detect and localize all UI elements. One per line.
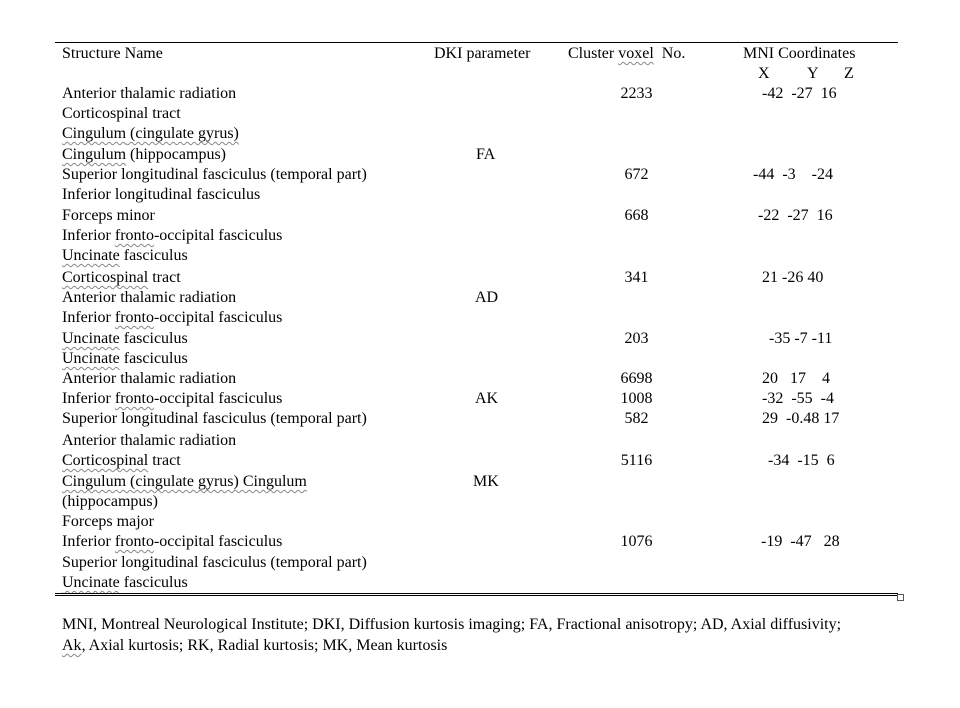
mni-value: 29 -0.48 17 bbox=[762, 410, 840, 427]
mni-value: -32 -55 -4 bbox=[762, 390, 834, 407]
cluster-value: 5116 bbox=[620, 452, 653, 469]
cluster-value: 2233 bbox=[620, 85, 653, 102]
structure-row-3 bbox=[62, 124, 239, 144]
header-cluster-voxel-no bbox=[568, 44, 685, 64]
structure-row-9-b: fasciculus bbox=[119, 247, 188, 264]
mni-value: -42 -27 16 bbox=[762, 85, 837, 102]
cluster-value: 1008 bbox=[620, 390, 653, 407]
table-footnote bbox=[62, 614, 862, 656]
structure-row-23-a: Inferior bbox=[62, 533, 115, 550]
structure-row-14 bbox=[62, 349, 188, 369]
structure-row-15: Anterior thalamic radiation bbox=[62, 370, 237, 387]
cluster-value: 668 bbox=[624, 207, 649, 224]
structure-row-22: Forceps major bbox=[62, 513, 154, 530]
mni-value: -19 -47 28 bbox=[761, 533, 840, 550]
structure-row-9 bbox=[62, 246, 188, 266]
structure-row-13 bbox=[62, 329, 188, 349]
structure-row-6: Inferior longitudinal fasciculus bbox=[62, 186, 261, 203]
mni-value: 20 17 4 bbox=[762, 370, 830, 387]
cluster-value: 1076 bbox=[620, 533, 653, 550]
header-z: Z bbox=[844, 65, 854, 82]
cluster-value: 341 bbox=[624, 269, 649, 286]
resize-handle[interactable] bbox=[897, 594, 904, 601]
structure-row-12 bbox=[62, 308, 282, 328]
dki-mk: MK bbox=[473, 473, 499, 490]
structure-row-17: Superior longitudinal fasciculus (temporal part) bbox=[62, 410, 367, 427]
structure-row-18: Anterior thalamic radiation bbox=[62, 432, 237, 449]
structure-row-10 bbox=[62, 268, 181, 288]
mni-value: 21 -26 40 bbox=[762, 269, 824, 286]
header-voxel-word: voxel bbox=[618, 45, 654, 62]
structure-row-19-b: tract bbox=[148, 452, 181, 469]
structure-row-10-a: Corticospinal bbox=[62, 269, 149, 286]
structure-row-16-a: Inferior bbox=[62, 390, 115, 407]
structure-row-8-c: -occipital fasciculus bbox=[153, 227, 283, 244]
header-x: X bbox=[758, 65, 770, 82]
structure-row-23-b: fronto bbox=[114, 533, 154, 550]
structure-row-3-a: Cingulum bbox=[62, 125, 127, 142]
table-bottom-rule bbox=[55, 593, 898, 594]
structure-row-12-a: Inferior bbox=[62, 309, 115, 326]
structure-row-12-b: fronto bbox=[114, 309, 154, 326]
structure-row-8-a: Inferior bbox=[62, 227, 115, 244]
dki-fa: FA bbox=[476, 146, 496, 163]
structure-row-8 bbox=[62, 226, 282, 246]
mni-value: -22 -27 16 bbox=[758, 207, 833, 224]
structure-row-4 bbox=[62, 145, 226, 165]
structure-row-25-a: Uncinate bbox=[62, 574, 120, 591]
structure-row-12-c: -occipital fasciculus bbox=[153, 309, 283, 326]
table-bottom-rule-double bbox=[55, 595, 898, 596]
structure-row-16 bbox=[62, 389, 282, 409]
cluster-value: 672 bbox=[624, 166, 649, 183]
structure-row-19-a: Corticospinal bbox=[62, 452, 149, 469]
cluster-value: 6698 bbox=[620, 370, 653, 387]
structure-row-16-b: fronto bbox=[114, 390, 154, 407]
footnote-part-c: , Axial kurtosis; RK, Radial kurtosis; MK, Mean kurtosis bbox=[81, 637, 448, 654]
structure-row-13-a: Uncinate bbox=[62, 330, 120, 347]
cluster-value: 582 bbox=[624, 410, 649, 427]
structure-row-4-b: (hippocampus) bbox=[126, 146, 226, 163]
footnote-part-a: MNI, Montreal Neurological Institute; DKI, Diffusion kurtosis imaging; FA, Fractional anisotropy; AD, Axial diffusivity; bbox=[62, 616, 842, 633]
header-no-word: No. bbox=[661, 45, 686, 62]
structure-row-23 bbox=[62, 532, 282, 552]
structure-row-20-a: Cingulum (cingulate gyrus) Cingulum bbox=[62, 473, 307, 490]
structure-row-7: Forceps minor bbox=[62, 207, 155, 224]
header-cluster-word: Cluster bbox=[568, 45, 615, 62]
mni-value: -35 -7 -11 bbox=[769, 330, 833, 347]
structure-row-14-a: Uncinate bbox=[62, 350, 120, 367]
header-structure-name: Structure Name bbox=[62, 45, 163, 62]
header-mni-coordinates: MNI Coordinates bbox=[743, 45, 856, 62]
structure-row-21: (hippocampus) bbox=[62, 493, 158, 510]
cluster-value: 203 bbox=[624, 330, 649, 347]
mni-value: -34 -15 6 bbox=[768, 452, 835, 469]
header-dki-parameter: DKI parameter bbox=[434, 45, 531, 62]
header-y: Y bbox=[807, 65, 819, 82]
structure-row-23-c: -occipital fasciculus bbox=[153, 533, 283, 550]
structure-row-11: Anterior thalamic radiation bbox=[62, 289, 237, 306]
structure-row-3-b: (cingulate gyrus) bbox=[126, 125, 239, 142]
structure-row-4-a: Cingulum bbox=[62, 146, 127, 163]
footnote-ak: Ak bbox=[62, 637, 82, 654]
structure-row-5: Superior longitudinal fasciculus (temporal part) bbox=[62, 166, 367, 183]
structure-row-8-b: fronto bbox=[114, 227, 154, 244]
dki-ad: AD bbox=[475, 289, 499, 306]
structure-row-9-a: Uncinate bbox=[62, 247, 120, 264]
structure-row-19 bbox=[62, 451, 181, 471]
structure-row-1: Anterior thalamic radiation bbox=[62, 85, 237, 102]
structure-row-25-b: fasciculus bbox=[119, 574, 188, 591]
structure-row-20 bbox=[62, 472, 307, 492]
structure-row-14-b: fasciculus bbox=[119, 350, 188, 367]
structure-row-24: Superior longitudinal fasciculus (temporal part) bbox=[62, 554, 367, 571]
table-top-rule bbox=[55, 42, 898, 43]
structure-row-13-b: fasciculus bbox=[119, 330, 188, 347]
structure-row-2: Corticospinal tract bbox=[62, 105, 181, 122]
structure-row-16-c: -occipital fasciculus bbox=[153, 390, 283, 407]
mni-value: -44 -3 -24 bbox=[753, 166, 833, 183]
dki-ak: AK bbox=[475, 390, 499, 407]
structure-row-25 bbox=[62, 573, 188, 593]
structure-row-10-b: tract bbox=[148, 269, 181, 286]
